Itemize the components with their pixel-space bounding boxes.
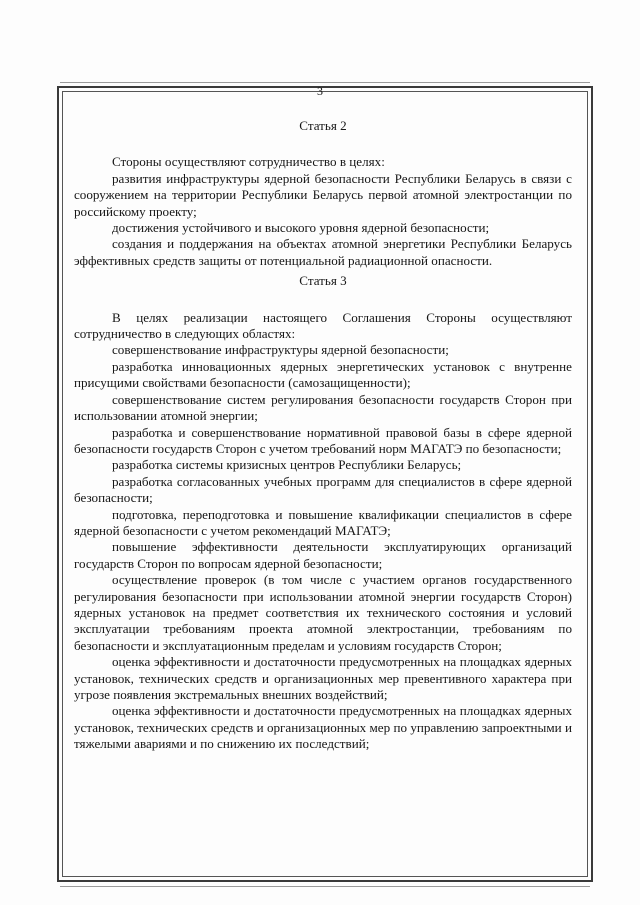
article-3-paragraph: разработка системы кризисных центров Республики Беларусь; <box>112 457 462 473</box>
article-3-paragraph: осуществление проверок (в том числе с участием органов государственного регулирования безопасности при использовании атомной энергии государств Сторон) ядерных установок на предмет соответствия их технического состояния и условий эксплуатации требованиям проекта атомной электростанции, требованиям по безопасности и эксплуатационным пределам и условиям государств Сторон; <box>74 572 572 653</box>
article-3-paragraph: повышение эффективности деятельности эксплуатирующих организаций государств Сторон по вопросам ядерной безопасности; <box>74 539 572 571</box>
article-3-paragraph: В целях реализации настоящего Соглашения Стороны осуществляют сотрудничество в следующих областях: <box>74 309 572 342</box>
article-2-paragraph: Стороны осуществляют сотрудничество в целях: <box>112 154 385 170</box>
article-3-heading: Статья 3 <box>299 273 347 289</box>
article-3-paragraph: совершенствование систем регулирования безопасности государств Сторон при использовании атомной энергии; <box>74 391 572 424</box>
article-3-paragraph: подготовка, переподготовка и повышение квалификации специалистов в сфере ядерной безопасности с учетом рекомендаций МАГАТЭ; <box>74 506 572 538</box>
article-3-paragraph: разработка согласованных учебных программ для специалистов в сфере ядерной безопасности; <box>74 473 572 506</box>
article-2-paragraph: создания и поддержания на объектах атомной энергетики Республики Беларусь эффективных средств защиты от потенциальной радиационной опасности. <box>74 236 572 268</box>
article-3-paragraph: разработка инновационных ядерных энергетических установок с внутренне присущими свойствами безопасности (самозащищенности); <box>74 358 572 391</box>
scan-edge-line <box>60 82 590 83</box>
article-2-paragraph: достижения устойчивого и высокого уровня ядерной безопасности; <box>112 220 490 236</box>
article-3-paragraph: совершенствование инфраструктуры ядерной безопасности; <box>112 342 449 358</box>
article-3-paragraph: разработка и совершенствование нормативной правовой базы в сфере ядерной безопасности государств Сторон с учетом требований норм МАГАТЭ по безопасности; <box>74 424 572 456</box>
article-3-paragraph: оценка эффективности и достаточности предусмотренных на площадках ядерных установок, технических средств и организационных мер превентивного характера при угрозе появления экстремальных внешних воздействий; <box>74 654 572 702</box>
article-2-heading: Статья 2 <box>299 118 347 133</box>
document-body <box>74 118 572 753</box>
article-2-paragraph: развития инфраструктуры ядерной безопасности Республики Беларусь в связи с сооружением на территории Республики Беларусь первой атомной электростанции по российскому проекту; <box>74 170 572 219</box>
page-number: 3 <box>317 84 323 98</box>
article-3-paragraph: оценка эффективности и достаточности предусмотренных на площадках ядерных установок, технических средств и организационных мер по управлению запроектными и тяжелыми авариями и по снижению их последствий; <box>74 703 572 752</box>
scan-edge-line <box>60 886 590 887</box>
